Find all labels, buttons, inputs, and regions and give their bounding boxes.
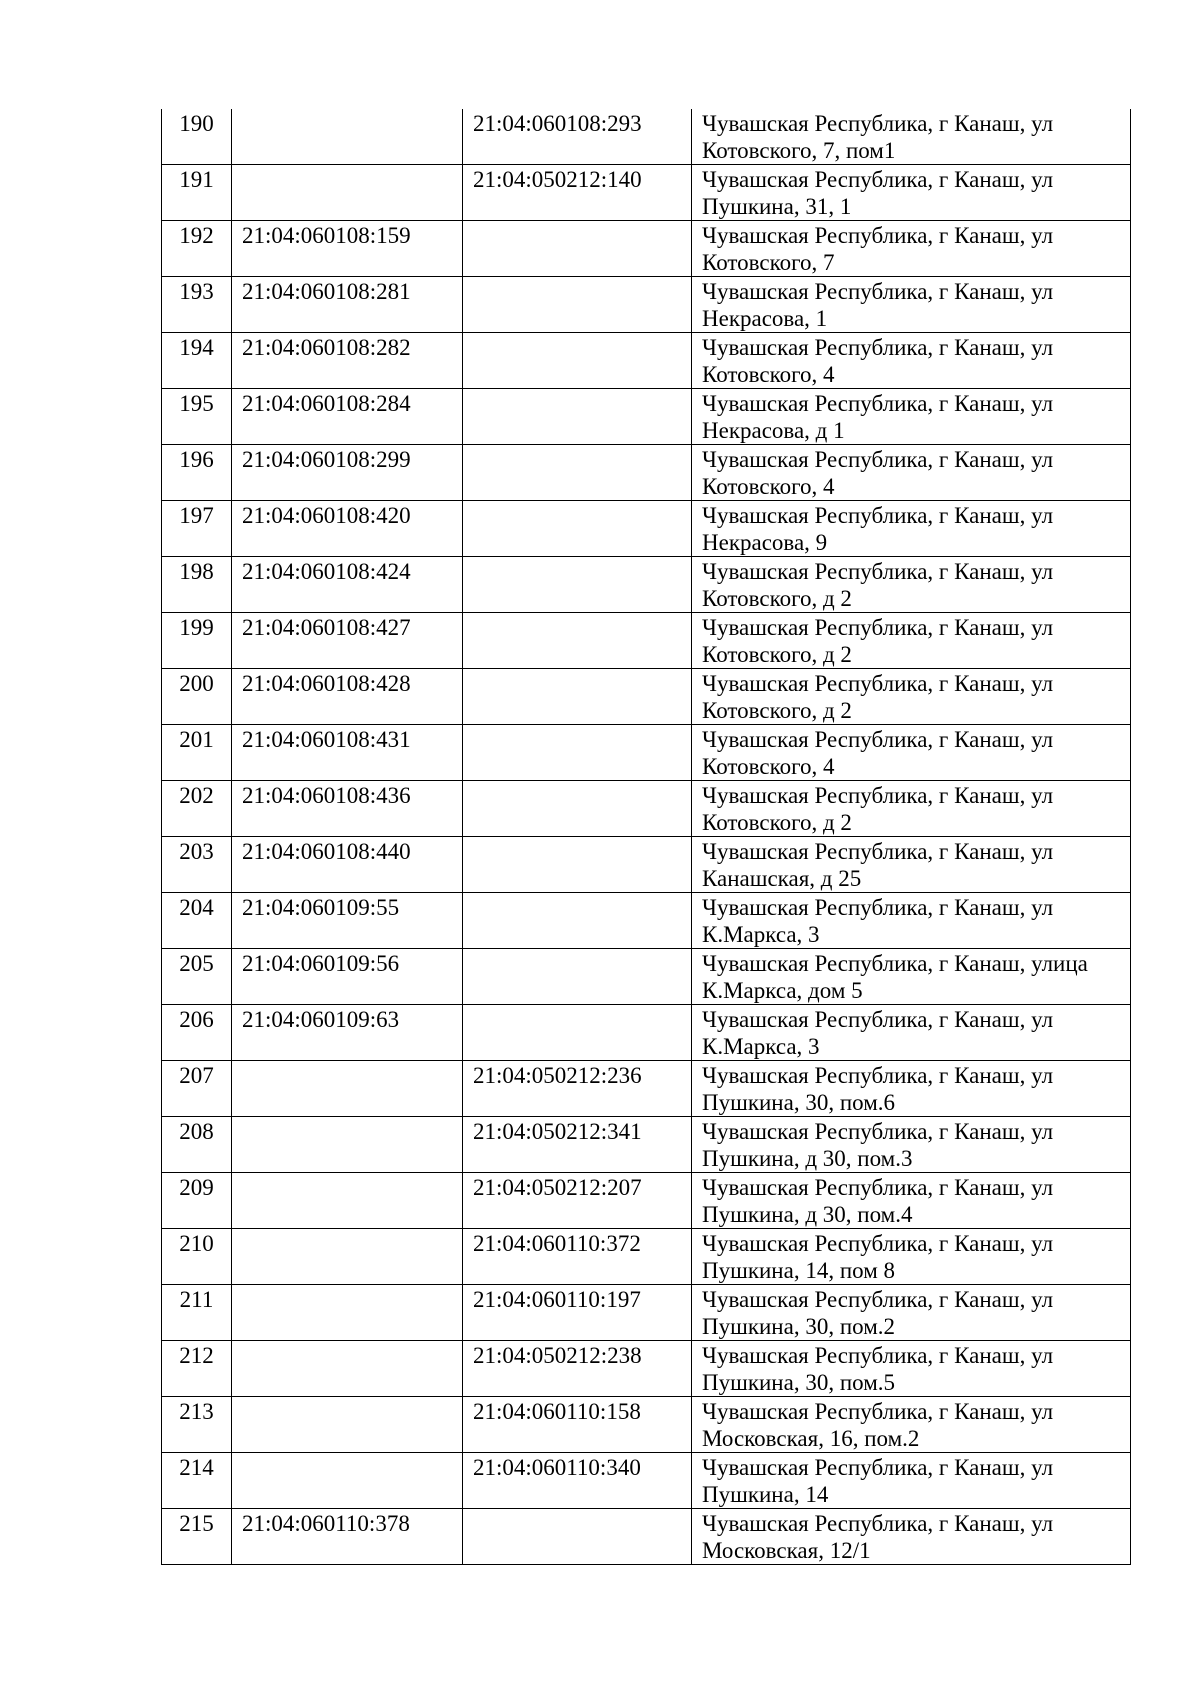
land-cadastral-number-cell: 21:04:060108:284 [232,389,463,445]
table-row [162,1229,1131,1285]
address-cell: Чувашская Республика, г Канаш, ул Пушкина, 14, пом 8 [692,1229,1131,1285]
land-cadastral-number-cell: 21:04:060109:56 [232,949,463,1005]
land-cadastral-number-cell [232,1229,463,1285]
row-number-cell: 210 [162,1229,232,1285]
table-row [162,165,1131,221]
address-cell: Чувашская Республика, г Канаш, ул Пушкина, 31, 1 [692,165,1131,221]
row-number-cell: 201 [162,725,232,781]
row-number-cell: 199 [162,613,232,669]
land-cadastral-number-cell [232,109,463,165]
land-cadastral-number-cell: 21:04:060108:424 [232,557,463,613]
building-cadastral-number-cell [463,389,692,445]
row-number-cell: 208 [162,1117,232,1173]
land-cadastral-number-cell: 21:04:060108:440 [232,837,463,893]
row-number-cell: 214 [162,1453,232,1509]
building-cadastral-number-cell [463,221,692,277]
address-cell: Чувашская Республика, г Канаш, ул Котовского, 4 [692,333,1131,389]
land-cadastral-number-cell [232,1285,463,1341]
row-number-cell: 190 [162,109,232,165]
building-cadastral-number-cell: 21:04:060110:158 [463,1397,692,1453]
building-cadastral-number-cell [463,949,692,1005]
land-cadastral-number-cell: 21:04:060110:378 [232,1509,463,1565]
table-row [162,725,1131,781]
land-cadastral-number-cell [232,1061,463,1117]
table-row [162,1453,1131,1509]
land-cadastral-number-cell [232,1341,463,1397]
building-cadastral-number-cell: 21:04:050212:238 [463,1341,692,1397]
address-cell: Чувашская Республика, г Канаш, ул К.Маркса, 3 [692,1005,1131,1061]
building-cadastral-number-cell [463,613,692,669]
address-cell: Чувашская Республика, г Канаш, ул Котовского, 7, пом1 [692,109,1131,165]
building-cadastral-number-cell [463,333,692,389]
table-row [162,949,1131,1005]
table-row [162,557,1131,613]
row-number-cell: 202 [162,781,232,837]
table-row [162,781,1131,837]
row-number-cell: 193 [162,277,232,333]
row-number-cell: 198 [162,557,232,613]
address-cell: Чувашская Республика, г Канаш, улица К.Маркса, дом 5 [692,949,1131,1005]
building-cadastral-number-cell [463,557,692,613]
property-table-body [162,109,1131,1565]
address-cell: Чувашская Республика, г Канаш, ул Котовского, 4 [692,445,1131,501]
building-cadastral-number-cell: 21:04:050212:207 [463,1173,692,1229]
land-cadastral-number-cell [232,165,463,221]
address-cell: Чувашская Республика, г Канаш, ул Московская, 16, пом.2 [692,1397,1131,1453]
row-number-cell: 206 [162,1005,232,1061]
table-row [162,1005,1131,1061]
land-cadastral-number-cell: 21:04:060108:299 [232,445,463,501]
address-cell: Чувашская Республика, г Канаш, ул Котовского, 7 [692,221,1131,277]
land-cadastral-number-cell: 21:04:060109:55 [232,893,463,949]
row-number-cell: 205 [162,949,232,1005]
address-cell: Чувашская Республика, г Канаш, ул Пушкина, д 30, пом.3 [692,1117,1131,1173]
address-cell: Чувашская Республика, г Канаш, ул Пушкина, д 30, пом.4 [692,1173,1131,1229]
building-cadastral-number-cell: 21:04:050212:140 [463,165,692,221]
table-row [162,277,1131,333]
address-cell: Чувашская Республика, г Канаш, ул Пушкина, 30, пом.2 [692,1285,1131,1341]
row-number-cell: 197 [162,501,232,557]
table-row [162,613,1131,669]
land-cadastral-number-cell: 21:04:060109:63 [232,1005,463,1061]
address-cell: Чувашская Республика, г Канаш, ул Котовского, д 2 [692,613,1131,669]
row-number-cell: 191 [162,165,232,221]
building-cadastral-number-cell [463,781,692,837]
table-row [162,1341,1131,1397]
building-cadastral-number-cell [463,837,692,893]
building-cadastral-number-cell: 21:04:050212:236 [463,1061,692,1117]
table-row [162,1285,1131,1341]
table-row [162,501,1131,557]
row-number-cell: 196 [162,445,232,501]
land-cadastral-number-cell: 21:04:060108:281 [232,277,463,333]
building-cadastral-number-cell [463,669,692,725]
building-cadastral-number-cell: 21:04:060110:372 [463,1229,692,1285]
land-cadastral-number-cell: 21:04:060108:159 [232,221,463,277]
building-cadastral-number-cell [463,445,692,501]
property-table [161,109,1131,1565]
address-cell: Чувашская Республика, г Канаш, ул Котовского, 4 [692,725,1131,781]
land-cadastral-number-cell [232,1173,463,1229]
building-cadastral-number-cell: 21:04:060110:340 [463,1453,692,1509]
row-number-cell: 207 [162,1061,232,1117]
row-number-cell: 200 [162,669,232,725]
row-number-cell: 203 [162,837,232,893]
table-row [162,1509,1131,1565]
table-row [162,221,1131,277]
table-row [162,837,1131,893]
land-cadastral-number-cell: 21:04:060108:436 [232,781,463,837]
table-row [162,333,1131,389]
table-row [162,1397,1131,1453]
address-cell: Чувашская Республика, г Канаш, ул Котовского, д 2 [692,669,1131,725]
land-cadastral-number-cell [232,1117,463,1173]
address-cell: Чувашская Республика, г Канаш, ул Канашская, д 25 [692,837,1131,893]
row-number-cell: 212 [162,1341,232,1397]
table-row [162,1117,1131,1173]
building-cadastral-number-cell [463,1509,692,1565]
row-number-cell: 195 [162,389,232,445]
table-row [162,893,1131,949]
row-number-cell: 192 [162,221,232,277]
row-number-cell: 209 [162,1173,232,1229]
address-cell: Чувашская Республика, г Канаш, ул Котовского, д 2 [692,781,1131,837]
address-cell: Чувашская Республика, г Канаш, ул Некрасова, д 1 [692,389,1131,445]
building-cadastral-number-cell [463,893,692,949]
building-cadastral-number-cell [463,277,692,333]
table-row [162,389,1131,445]
table-row [162,669,1131,725]
table-row [162,1173,1131,1229]
building-cadastral-number-cell [463,725,692,781]
address-cell: Чувашская Республика, г Канаш, ул Некрасова, 9 [692,501,1131,557]
address-cell: Чувашская Республика, г Канаш, ул Пушкина, 14 [692,1453,1131,1509]
land-cadastral-number-cell [232,1397,463,1453]
address-cell: Чувашская Республика, г Канаш, ул Московская, 12/1 [692,1509,1131,1565]
building-cadastral-number-cell: 21:04:060108:293 [463,109,692,165]
table-row [162,1061,1131,1117]
row-number-cell: 215 [162,1509,232,1565]
building-cadastral-number-cell: 21:04:060110:197 [463,1285,692,1341]
address-cell: Чувашская Республика, г Канаш, ул Пушкина, 30, пом.5 [692,1341,1131,1397]
address-cell: Чувашская Республика, г Канаш, ул К.Маркса, 3 [692,893,1131,949]
land-cadastral-number-cell: 21:04:060108:282 [232,333,463,389]
row-number-cell: 213 [162,1397,232,1453]
row-number-cell: 204 [162,893,232,949]
land-cadastral-number-cell: 21:04:060108:428 [232,669,463,725]
address-cell: Чувашская Республика, г Канаш, ул Пушкина, 30, пом.6 [692,1061,1131,1117]
building-cadastral-number-cell [463,1005,692,1061]
address-cell: Чувашская Республика, г Канаш, ул Котовского, д 2 [692,557,1131,613]
building-cadastral-number-cell: 21:04:050212:341 [463,1117,692,1173]
land-cadastral-number-cell: 21:04:060108:431 [232,725,463,781]
table-row [162,109,1131,165]
land-cadastral-number-cell: 21:04:060108:427 [232,613,463,669]
land-cadastral-number-cell [232,1453,463,1509]
row-number-cell: 194 [162,333,232,389]
address-cell: Чувашская Республика, г Канаш, ул Некрасова, 1 [692,277,1131,333]
building-cadastral-number-cell [463,501,692,557]
table-row [162,445,1131,501]
land-cadastral-number-cell: 21:04:060108:420 [232,501,463,557]
row-number-cell: 211 [162,1285,232,1341]
